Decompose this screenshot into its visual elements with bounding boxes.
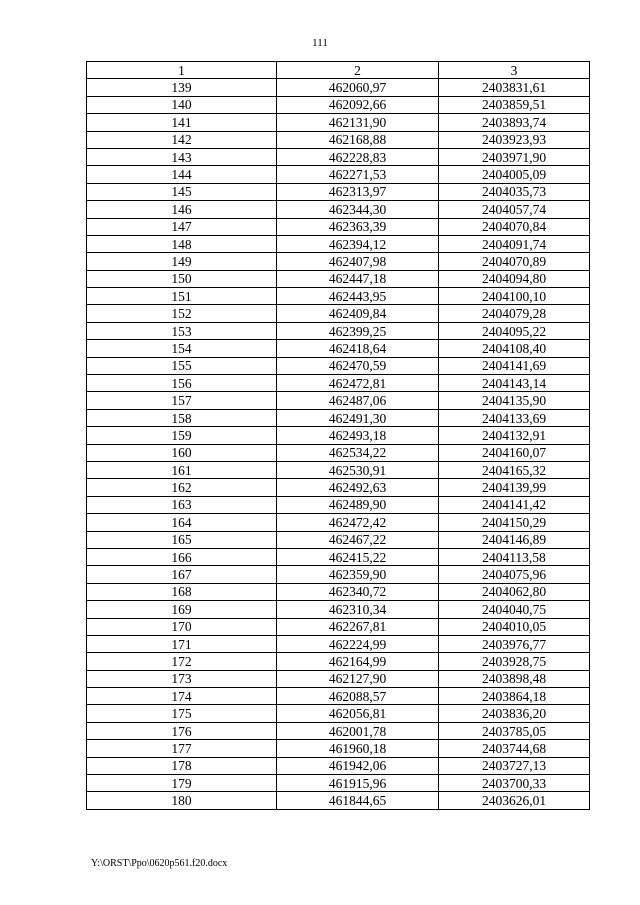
coordinate-x-cell: 462472,42 (277, 514, 439, 531)
coordinate-x-cell: 462418,64 (277, 340, 439, 357)
coordinate-y-cell: 2404062,80 (439, 583, 590, 600)
point-number-cell: 168 (87, 583, 277, 600)
table-row (87, 183, 590, 200)
table-row (87, 618, 590, 635)
table-row (87, 96, 590, 113)
table-row (87, 461, 590, 478)
point-number-cell: 141 (87, 114, 277, 131)
point-number-cell: 152 (87, 305, 277, 322)
table-row (87, 548, 590, 565)
table-row (87, 131, 590, 148)
page-number: 111 (312, 37, 328, 49)
point-number-cell: 165 (87, 531, 277, 548)
footer-file-path: Y:\ORST\Ppo\0620p561.f20.docx (91, 858, 228, 869)
coordinate-y-cell: 2404160,07 (439, 444, 590, 461)
table-row (87, 653, 590, 670)
coordinate-x-cell: 461960,18 (277, 740, 439, 757)
column-header: 1 (87, 62, 277, 79)
point-number-cell: 177 (87, 740, 277, 757)
coordinate-x-cell: 462344,30 (277, 201, 439, 218)
table-row (87, 670, 590, 687)
table-row (87, 148, 590, 165)
coordinate-y-cell: 2403831,61 (439, 79, 590, 96)
table-row (87, 757, 590, 774)
table-row (87, 531, 590, 548)
coordinate-x-cell: 462267,81 (277, 618, 439, 635)
coordinate-y-cell: 2403859,51 (439, 96, 590, 113)
point-number-cell: 178 (87, 757, 277, 774)
table-row (87, 166, 590, 183)
table-row (87, 479, 590, 496)
table-row (87, 392, 590, 409)
table-row (87, 583, 590, 600)
coordinate-x-cell: 462056,81 (277, 705, 439, 722)
coordinate-x-cell: 462060,97 (277, 79, 439, 96)
table-row (87, 340, 590, 357)
coordinate-x-cell: 462493,18 (277, 427, 439, 444)
point-number-cell: 150 (87, 270, 277, 287)
coordinate-y-cell: 2403836,20 (439, 705, 590, 722)
point-number-cell: 140 (87, 96, 277, 113)
point-number-cell: 155 (87, 357, 277, 374)
point-number-cell: 146 (87, 201, 277, 218)
point-number-cell: 148 (87, 235, 277, 252)
coordinate-x-cell: 462415,22 (277, 548, 439, 565)
point-number-cell: 153 (87, 322, 277, 339)
coordinate-x-cell: 462407,98 (277, 253, 439, 270)
coordinate-y-cell: 2404075,96 (439, 566, 590, 583)
point-number-cell: 139 (87, 79, 277, 96)
coordinate-y-cell: 2403626,01 (439, 792, 590, 809)
point-number-cell: 157 (87, 392, 277, 409)
point-number-cell: 167 (87, 566, 277, 583)
coordinate-x-cell: 462224,99 (277, 635, 439, 652)
coordinate-y-cell: 2403744,68 (439, 740, 590, 757)
table-row (87, 601, 590, 618)
table-row (87, 357, 590, 374)
coordinate-x-cell: 462271,53 (277, 166, 439, 183)
column-header: 3 (439, 62, 590, 79)
table-row (87, 235, 590, 252)
coordinate-y-cell: 2404035,73 (439, 183, 590, 200)
coordinate-y-cell: 2404113,58 (439, 548, 590, 565)
coordinate-y-cell: 2404094,80 (439, 270, 590, 287)
coordinate-x-cell: 462228,83 (277, 148, 439, 165)
coordinate-x-cell: 461844,65 (277, 792, 439, 809)
coordinate-x-cell: 462394,12 (277, 235, 439, 252)
point-number-cell: 162 (87, 479, 277, 496)
table-row (87, 114, 590, 131)
table-row (87, 322, 590, 339)
column-header: 2 (277, 62, 439, 79)
coordinate-x-cell: 462399,25 (277, 322, 439, 339)
coordinate-y-cell: 2404150,29 (439, 514, 590, 531)
point-number-cell: 154 (87, 340, 277, 357)
point-number-cell: 156 (87, 375, 277, 392)
coordinate-x-cell: 462492,63 (277, 479, 439, 496)
coordinate-y-cell: 2404141,69 (439, 357, 590, 374)
coordinate-x-cell: 462467,22 (277, 531, 439, 548)
coordinate-y-cell: 2404091,74 (439, 235, 590, 252)
point-number-cell: 142 (87, 131, 277, 148)
point-number-cell: 164 (87, 514, 277, 531)
coordinate-y-cell: 2403727,13 (439, 757, 590, 774)
point-number-cell: 144 (87, 166, 277, 183)
coordinate-y-cell: 2403864,18 (439, 688, 590, 705)
coordinate-y-cell: 2404135,90 (439, 392, 590, 409)
table-row (87, 775, 590, 792)
table-row (87, 375, 590, 392)
coordinate-x-cell: 462164,99 (277, 653, 439, 670)
table-row (87, 496, 590, 513)
coordinate-x-cell: 461942,06 (277, 757, 439, 774)
table-row (87, 705, 590, 722)
point-number-cell: 159 (87, 427, 277, 444)
table-row (87, 444, 590, 461)
table-row (87, 288, 590, 305)
coordinate-y-cell: 2403923,93 (439, 131, 590, 148)
coordinate-y-cell: 2403971,90 (439, 148, 590, 165)
coordinate-y-cell: 2404141,42 (439, 496, 590, 513)
coordinate-x-cell: 462088,57 (277, 688, 439, 705)
coordinate-y-cell: 2404132,91 (439, 427, 590, 444)
coordinate-x-cell: 462470,59 (277, 357, 439, 374)
point-number-cell: 179 (87, 775, 277, 792)
table-row (87, 218, 590, 235)
coordinate-y-cell: 2403893,74 (439, 114, 590, 131)
coordinate-x-cell: 462487,06 (277, 392, 439, 409)
coordinate-x-cell: 462472,81 (277, 375, 439, 392)
coordinate-x-cell: 462313,97 (277, 183, 439, 200)
coordinate-y-cell: 2404095,22 (439, 322, 590, 339)
table-row (87, 740, 590, 757)
point-number-cell: 166 (87, 548, 277, 565)
coordinate-y-cell: 2403898,48 (439, 670, 590, 687)
table-row (87, 253, 590, 270)
point-number-cell: 147 (87, 218, 277, 235)
coordinate-x-cell: 462491,30 (277, 409, 439, 426)
point-number-cell: 161 (87, 461, 277, 478)
coordinate-y-cell: 2404143,14 (439, 375, 590, 392)
coordinate-y-cell: 2404079,28 (439, 305, 590, 322)
table-row (87, 635, 590, 652)
point-number-cell: 151 (87, 288, 277, 305)
coordinate-y-cell: 2404005,09 (439, 166, 590, 183)
coordinate-x-cell: 462310,34 (277, 601, 439, 618)
table-row (87, 201, 590, 218)
point-number-cell: 163 (87, 496, 277, 513)
coordinate-y-cell: 2404133,69 (439, 409, 590, 426)
table-row (87, 427, 590, 444)
coordinate-y-cell: 2404108,40 (439, 340, 590, 357)
coordinate-y-cell: 2404139,99 (439, 479, 590, 496)
coordinate-x-cell: 462359,90 (277, 566, 439, 583)
coordinate-x-cell: 462127,90 (277, 670, 439, 687)
coordinate-y-cell: 2404165,32 (439, 461, 590, 478)
point-number-cell: 175 (87, 705, 277, 722)
coordinate-x-cell: 462489,90 (277, 496, 439, 513)
point-number-cell: 172 (87, 653, 277, 670)
table-row (87, 79, 590, 96)
point-number-cell: 173 (87, 670, 277, 687)
point-number-cell: 174 (87, 688, 277, 705)
coordinate-y-cell: 2404070,84 (439, 218, 590, 235)
coordinate-x-cell: 462409,84 (277, 305, 439, 322)
coordinate-x-cell: 462168,88 (277, 131, 439, 148)
coordinate-y-cell: 2403785,05 (439, 722, 590, 739)
point-number-cell: 170 (87, 618, 277, 635)
point-number-cell: 158 (87, 409, 277, 426)
table-header-row (87, 62, 590, 79)
coordinate-x-cell: 462363,39 (277, 218, 439, 235)
table-row (87, 566, 590, 583)
table-row (87, 409, 590, 426)
table-row (87, 688, 590, 705)
table-body (87, 79, 590, 809)
point-number-cell: 169 (87, 601, 277, 618)
table-row (87, 305, 590, 322)
coordinate-y-cell: 2404070,89 (439, 253, 590, 270)
coordinate-y-cell: 2404057,74 (439, 201, 590, 218)
coordinate-y-cell: 2404010,05 (439, 618, 590, 635)
coordinate-y-cell: 2404146,89 (439, 531, 590, 548)
point-number-cell: 143 (87, 148, 277, 165)
coordinate-x-cell: 462001,78 (277, 722, 439, 739)
point-number-cell: 149 (87, 253, 277, 270)
coordinate-y-cell: 2403976,77 (439, 635, 590, 652)
point-number-cell: 176 (87, 722, 277, 739)
point-number-cell: 160 (87, 444, 277, 461)
coordinate-x-cell: 462534,22 (277, 444, 439, 461)
coordinate-y-cell: 2403928,75 (439, 653, 590, 670)
coordinate-x-cell: 462092,66 (277, 96, 439, 113)
coordinate-y-cell: 2403700,33 (439, 775, 590, 792)
coordinate-y-cell: 2404040,75 (439, 601, 590, 618)
table-row (87, 722, 590, 739)
coordinate-x-cell: 461915,96 (277, 775, 439, 792)
coordinate-x-cell: 462530,91 (277, 461, 439, 478)
coordinate-x-cell: 462131,90 (277, 114, 439, 131)
table-row (87, 514, 590, 531)
point-number-cell: 145 (87, 183, 277, 200)
coordinate-x-cell: 462340,72 (277, 583, 439, 600)
point-number-cell: 171 (87, 635, 277, 652)
table-row (87, 792, 590, 809)
coordinates-table (86, 61, 590, 810)
point-number-cell: 180 (87, 792, 277, 809)
coordinate-x-cell: 462447,18 (277, 270, 439, 287)
coordinate-x-cell: 462443,95 (277, 288, 439, 305)
table-row (87, 270, 590, 287)
coordinate-y-cell: 2404100,10 (439, 288, 590, 305)
